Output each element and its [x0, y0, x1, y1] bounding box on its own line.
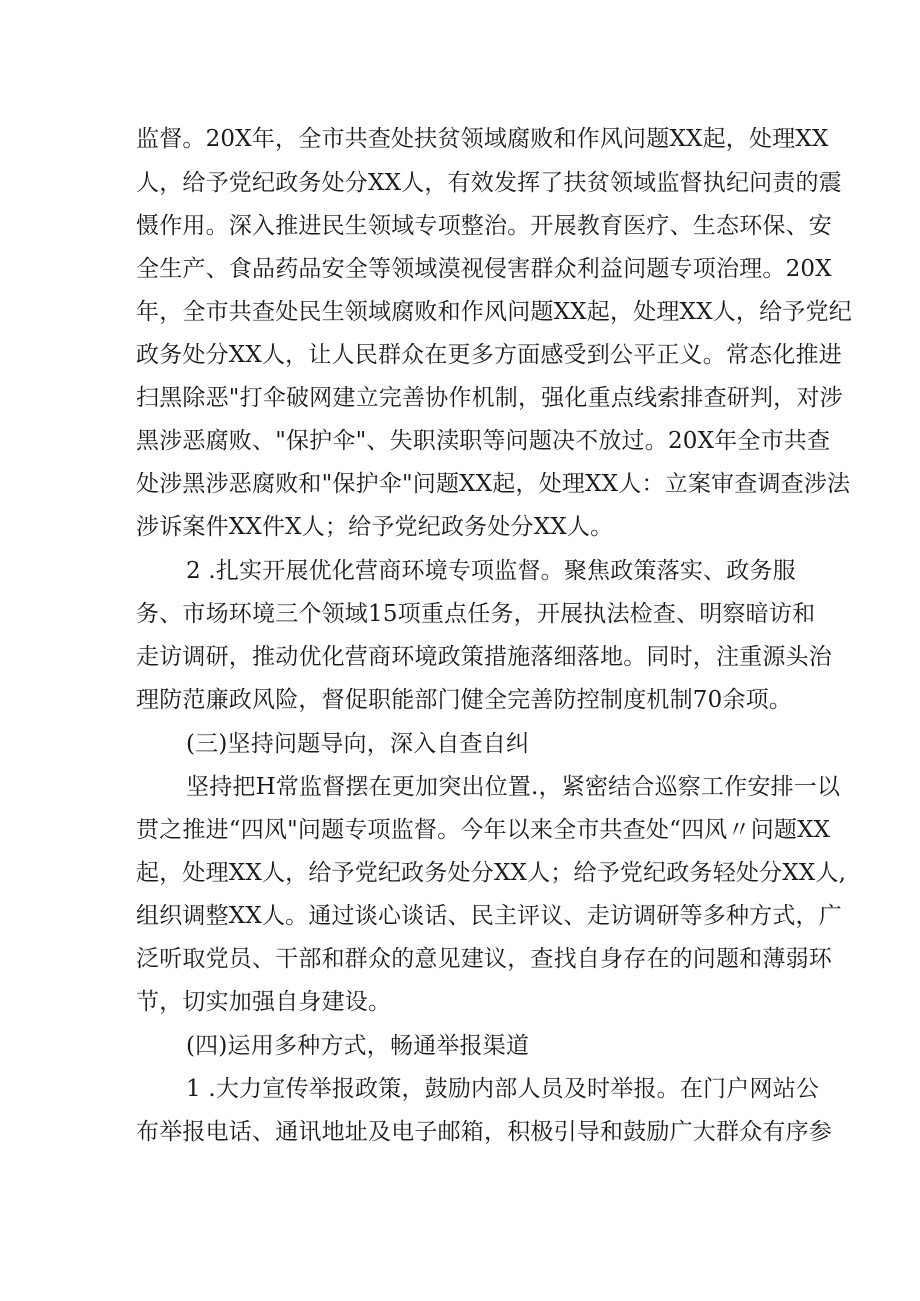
text-line: 布举报电话、通讯地址及电子邮箱，积极引导和鼓励广大群众有序参	[136, 1119, 832, 1145]
text-line: 全生产、食品药品安全等领域漠视侵害群众利益问题专项治理。20X	[136, 256, 832, 282]
text-line: 贯之推进“四风"问题专项监督。今年以来全市共查处“四风〃问题XX	[136, 817, 831, 843]
text-line: 涉诉案件XX件X人；给予党纪政务处分XX人。	[136, 514, 614, 540]
text-line: 处涉黑涉恶腐败和"保护伞"问题XX起，处理XX人：立案审查调查涉法	[136, 471, 851, 497]
text-line: 理防范廉政风险，督促职能部门健全完善防控制度机制70余项。	[136, 687, 793, 713]
text-line: 节，切实加强自身建设。	[136, 989, 392, 1015]
paragraph-start: 2 .扎实开展优化营商环境专项监督。聚焦政策落实、政务服	[186, 558, 796, 584]
paragraph-start: 坚持把H常监督摆在更加突出位置.，紧密结合巡察工作安排一以	[186, 774, 841, 800]
text-line: 年，全市共查处民生领域腐败和作风问题XX起，处理XX人，给予党纪	[136, 299, 852, 325]
text-line: 扫黑除恶"打伞破网建立完善协作机制，强化重点线索排查研判，对涉	[136, 385, 843, 411]
text-line: 人，给予党纪政务处分XX人，有效发挥了扶贫领域监督执纪问责的震	[136, 170, 842, 196]
section-heading: (三)坚持问题导向，深入自查自纠	[186, 731, 530, 757]
text-line: 走访调研，推动优化营商环境政策措施落细落地。同时，注重源头治	[136, 644, 832, 670]
text-line: 务、市场环境三个领域15项重点任务，开展执法检查、明察暗访和	[136, 601, 816, 627]
text-line: 组织调整XX人。通过谈心谈话、民主评议、走访调研等多种方式，广	[136, 903, 842, 929]
text-line: 监督。20X年，全市共查处扶贫领域腐败和作风问题XX起，处理XX	[136, 126, 829, 152]
text-line: 黑涉恶腐败、"保护伞"、失职渎职等问题决不放过。20X年全市共查	[136, 428, 831, 454]
text-line: 政务处分XX人，让人民群众在更多方面感受到公平正义。常态化推进	[136, 342, 842, 368]
text-line: 慑作用。深入推进民生领域专项整治。开展教育医疗、生态环保、安	[136, 213, 832, 239]
text-line: 泛听取党员、干部和群众的意见建议，查找自身存在的问题和薄弱环	[136, 946, 832, 972]
text-line: 起，处理XX人，给予党纪政务处分XX人；给予党纪政务轻处分XX人,	[136, 860, 847, 886]
paragraph-start: 1 .大力宣传举报政策，鼓励内部人员及时举报。在门户网站公	[186, 1076, 820, 1102]
section-heading: (四)运用多种方式，畅通举报渠道	[186, 1033, 530, 1059]
